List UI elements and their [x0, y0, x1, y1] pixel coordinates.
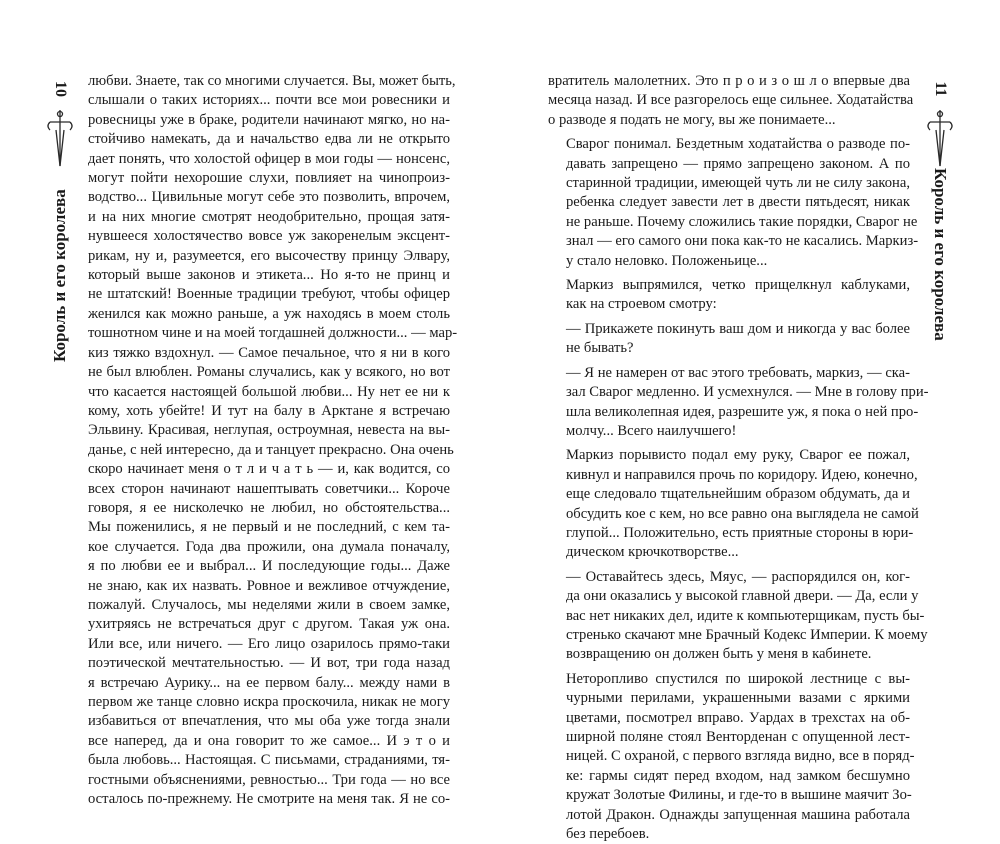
- text-line: стойчиво намекать, да и начальство едва ли не открыто: [88, 131, 450, 148]
- paragraph: [548, 276, 910, 315]
- text-line: скоро начинает меня о т л и ч а т ь — и, как водится, со: [88, 461, 450, 478]
- running-head: Король и его королева: [50, 189, 69, 362]
- text-line: возвращению он должен быть у меня в кабинете.: [566, 646, 872, 663]
- page-number: 11: [932, 81, 949, 97]
- text-line: старинной традиции, имеющей чуть ли не силу закона,: [566, 175, 910, 192]
- right-page: [500, 0, 1000, 843]
- text-line: кивнул и направился прочь по коридору. Идею, конечно,: [566, 466, 918, 483]
- text-line: слышали о таких историях... почти все мои ровесники и: [88, 92, 450, 109]
- text-line: осталось по-прежнему. Не смотрите на меня так. Я не со-: [88, 791, 450, 808]
- text-line: Сварог понимал. Бездетным ходатайства о разводе по-: [566, 136, 910, 153]
- text-line: глупой... Положительно, есть приятные стороны в юри-: [566, 524, 914, 541]
- text-line: женился как можно раньше, а уж находясь в моем столь: [88, 305, 450, 322]
- paragraph: [548, 320, 910, 359]
- text-line: дическом крючкотворстве...: [566, 544, 739, 561]
- text-line: без перебоев.: [566, 826, 650, 843]
- text-line: любви. Знаете, так со многими случается. Вы, может быть,: [88, 73, 456, 89]
- text-line: что касается настоящей большой любви... Ну нет ее ни к: [88, 383, 450, 400]
- text-line: Маркиз порывисто подал ему руку, Сварог ее пожал,: [566, 447, 910, 464]
- text-line: все наперед, да и она говорит то же самое... И э т о и: [88, 732, 450, 749]
- text-line: кое случается. Года два прожили, она думала поначалу,: [88, 538, 450, 555]
- paragraph: [548, 670, 915, 844]
- paragraph: [88, 72, 458, 809]
- text-line: Эльвину. Красивая, неглупая, остроумная, невеста на вы-: [88, 422, 450, 439]
- text-line: еще следовало тщательнейшим образом обдумать, да и: [566, 486, 910, 503]
- text-line: чурными перилами, украшенными вазами с яркими: [566, 690, 910, 707]
- text-line: обсудить кое с кем, но все равно она выглядела не самой: [566, 505, 919, 522]
- sword-emblem-icon: [922, 108, 958, 168]
- text-line: была любовь... Настоящая. С письмами, страданиями, тя-: [88, 752, 450, 769]
- text-line: не раньше. Почему сложились такие порядки, Сварог не: [566, 213, 918, 230]
- right-margin-column: [920, 0, 960, 758]
- text-line: — Оставайтесь здесь, Мяус, — распорядился он, ког-: [566, 568, 910, 585]
- text-line: водство... Цивильные могут себе это позволить, впрочем,: [88, 189, 450, 206]
- text-line: ровесницы уже в браке, родители начинают мягко, но на-: [88, 111, 450, 128]
- text-line: поэтической мечтательностью. — И вот, три года назад: [88, 655, 450, 672]
- text-line: вратитель малолетних. Это п р о и з о ш л о впервые два: [548, 73, 910, 89]
- text-line: вас нет никаких дел, идите к компьютерщикам, пусть бы-: [566, 607, 925, 624]
- text-line: о разводе я подать не могу, вы же понимаете...: [548, 111, 836, 128]
- paragraph: [548, 135, 919, 271]
- text-line: я по любви ее и выбрал... И последующие годы... Даже: [88, 558, 450, 575]
- left-page-text: [88, 72, 458, 809]
- text-line: шла великолепная идея, разрешите уж, я пока о ней про-: [566, 403, 919, 420]
- text-line: стренько скачают мне Брачный Кодекс Империи. К моему: [566, 626, 928, 643]
- text-line: первом же танце словно искра проскочила, никак не могу: [88, 694, 450, 710]
- text-line: дает понять, что холостой офицер в мои годы — нонсенс,: [88, 150, 450, 167]
- text-line: да они оказались у высокой главной двери. — Да, если у: [566, 588, 919, 605]
- text-line: давать запрещено — прямо запрещено законом. А по: [566, 155, 910, 172]
- text-line: — Прикажете покинуть ваш дом и никогда у вас более: [566, 320, 910, 337]
- text-line: Мы поженились, я не первый и не последний, с кем та-: [88, 519, 450, 536]
- text-line: рикам, ну и, разумеется, его высочеству принцу Элвару,: [88, 247, 450, 264]
- text-line: месяца назад. И все разгорелось еще сильнее. Ходатайства: [548, 92, 914, 109]
- text-line: кружат Золотые Филины, и где-то в вышине маячит Зо-: [566, 787, 912, 804]
- text-line: киз тяжко вздохнул. — Самое печальное, что я ни в кого: [88, 344, 450, 361]
- text-line: знал — его самого они пока как-то не касались. Маркиз-: [566, 233, 919, 250]
- text-line: лотой Дракон. Однажды запущенная машина работала: [566, 806, 910, 823]
- text-line: нувшееся холостячество вовсе уж закоренелым эксцент-: [88, 228, 450, 245]
- text-line: избавиться от впечатления, что мы оба уже тогда знали: [88, 713, 450, 730]
- text-line: цветами, посмотрел вправо. Уардах в трехстах на об-: [566, 709, 910, 726]
- text-line: могут пойти нехорошие слухи, повлияет на чинопроиз-: [88, 170, 450, 187]
- text-line: не бывать?: [566, 340, 634, 357]
- running-head: Король и его королева: [931, 168, 950, 341]
- left-page: [0, 0, 500, 808]
- text-line: Или все, или ничего. — Его лицо озарилось прямо-таки: [88, 635, 450, 652]
- text-line: не штатский! Военные традиции требуют, чтобы офицер: [88, 286, 450, 303]
- text-line: ребенка следует завести лет в двести пятьдесят, никак: [566, 194, 910, 211]
- text-line: как на строевом смотру:: [566, 296, 717, 313]
- text-line: не знаю, как их назвать. Ровное и вежливое отчуждение,: [88, 577, 450, 594]
- text-line: не был влюблен. Романы случались, как у всякого, но вот: [88, 364, 450, 381]
- text-line: тошнотном чине и на моей тогдашней должности... — мар-: [88, 325, 458, 342]
- paragraph: [548, 446, 919, 562]
- text-line: Неторопливо спустился по широкой лестнице с вы-: [566, 670, 910, 687]
- text-line: кому, хоть убейте! И тут на балу в Арктане я встречаю: [88, 402, 450, 419]
- text-line: гостными объяснениями, ревностью... Три года — но все: [88, 771, 450, 788]
- page-number: 10: [52, 81, 69, 97]
- text-line: зал Сварог медленно. И усмехнулся. — Мне в голову при-: [566, 384, 929, 401]
- text-line: — Я не намерен от вас этого требовать, маркиз, — ска-: [566, 364, 910, 381]
- right-page-text: [548, 72, 929, 844]
- text-line: ширной поляне стоял Венторденан с опущенной лест-: [566, 729, 910, 745]
- text-line: я встречаю Аурику... на ее первом балу... между нами в: [88, 674, 450, 691]
- text-line: Маркиз выпрямился, четко прищелкнул каблуками,: [566, 277, 910, 294]
- text-line: пожалуй. Случалось, мы неделями жили в своем замке,: [88, 596, 450, 613]
- text-line: у стало неловко. Положеньице...: [566, 252, 768, 269]
- text-line: данье, с ней интересно, да и танцует прекрасно. Она очень: [88, 441, 454, 458]
- left-margin-column: [40, 0, 80, 758]
- text-line: говоря, я ее нисколечко не любил, но обстоятельства...: [88, 499, 450, 516]
- text-line: ке: гармы сидят перед входом, над замком бесшумно: [566, 767, 910, 784]
- text-line: молчу... Всего наилучшего!: [566, 422, 737, 439]
- text-line: который выше законов и этикета... Но я-то не принц и: [88, 267, 450, 284]
- text-line: и на них многие смотрят неодобрительно, прощая затя-: [88, 208, 450, 225]
- paragraph: [548, 568, 928, 665]
- text-line: ухитряясь не встречаться друг с другом. Такая уж она.: [88, 616, 450, 633]
- text-line: ницей. С охраной, с первого взгляда видно, все в поряд-: [566, 748, 915, 765]
- paragraph: [548, 72, 914, 130]
- paragraph: [548, 364, 929, 442]
- sword-emblem-icon: [42, 108, 78, 168]
- text-line: всех сторон начинают нашептывать советчики... Короче: [88, 480, 450, 497]
